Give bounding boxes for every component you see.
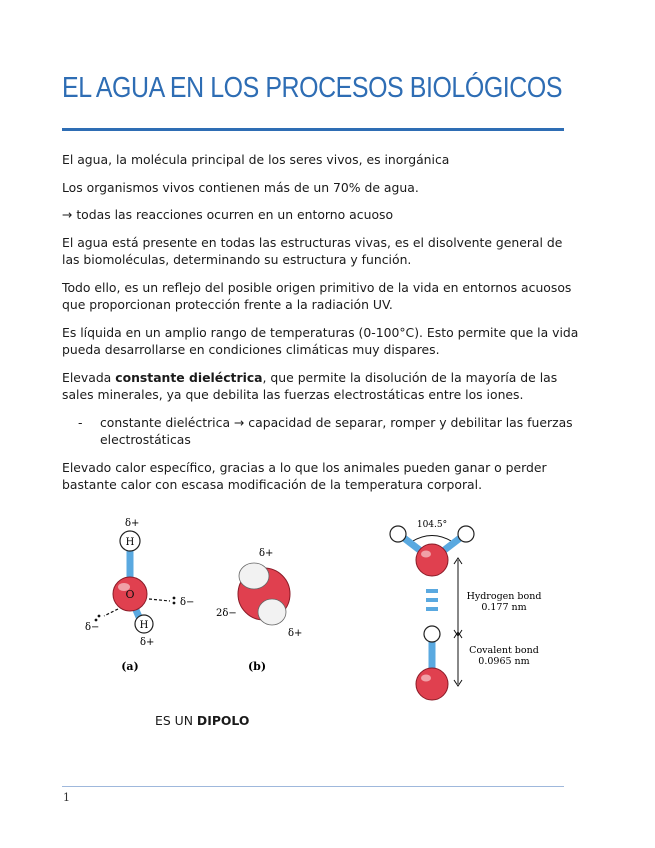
lone-pair-dot <box>173 597 176 600</box>
dielectric-prefix: Elevada <box>62 369 116 385</box>
hydrogen-bond-dash <box>426 607 438 611</box>
caption-b: (b) <box>247 660 267 673</box>
dipole-prefix: ES UN <box>155 713 197 728</box>
lower-oxygen-highlight <box>421 675 431 682</box>
body-text <box>62 151 582 504</box>
hydrogen-label-top: H <box>125 537 135 548</box>
lone-pair-dot <box>173 602 176 605</box>
delta-plus-label-b: δ+ <box>259 548 274 559</box>
footer-rule <box>62 786 564 787</box>
dash-bullet: - <box>78 414 83 430</box>
hydrogen-bond-length: 0.177 nm <box>481 602 527 613</box>
hydrogen-bond-dash <box>426 589 438 593</box>
paragraph-aqueous-reactions: → todas las reacciones ocurren en un entorno acuoso <box>62 207 394 222</box>
delta-minus-right-label: δ− <box>180 597 195 608</box>
lone-pair-dot <box>95 619 98 622</box>
lone-pair-right-dashes <box>149 599 170 601</box>
water-model-b <box>216 548 302 673</box>
hydrogen-bond-diagram <box>390 520 541 700</box>
lone-pair-dot <box>98 615 101 618</box>
hydrogen-sphere-bottom <box>258 599 286 625</box>
paragraph-universal-solvent: El agua está presente en todas las estructuras vivas, es el disolvente general de las biomoléculas, determinando su estructura y función. <box>62 234 563 267</box>
upper-hydrogen-right <box>458 526 474 542</box>
paragraph-water-content: Los organismos vivos contienen más de un 70% de agua. <box>62 179 419 195</box>
caption-a: (a) <box>121 660 139 673</box>
list-item-dielectric <box>62 414 582 449</box>
paragraph-specific-heat: Elevado calor específico, gracias a lo que los animales pueden ganar o perder bastante calor con escasa modificación de la temperatura corporal. <box>62 459 547 492</box>
paragraph-dielectric <box>62 369 582 404</box>
dielectric-suffix: , que permite la disolución de la mayoría de las sales minerales, ya que debilita las fuerzas electrostáticas entre los iones. <box>62 369 558 402</box>
angle-arc <box>411 536 453 543</box>
two-delta-minus-label: 2δ− <box>216 608 237 619</box>
delta-plus-label-b2: δ+ <box>288 628 303 639</box>
angle-label: 104.5° <box>416 520 448 530</box>
lower-oxygen <box>416 668 448 700</box>
dipole-statement <box>155 713 249 728</box>
lone-pair-left-dashes <box>104 609 118 616</box>
page-title: EL AGUA EN LOS PROCESOS BIOLÓGICOS <box>62 72 563 104</box>
upper-oxygen-highlight <box>421 551 431 558</box>
water-model-a <box>85 518 194 673</box>
hydrogen-sphere-top <box>239 563 269 589</box>
lower-hydrogen <box>424 626 440 642</box>
hydrogen-label-bottom: H <box>139 620 149 631</box>
covalent-bond-length: 0.0965 nm <box>478 656 530 667</box>
delta-plus-bottom-label: δ+ <box>140 637 155 648</box>
title-underline <box>62 128 564 131</box>
water-molecule-figure <box>72 512 572 712</box>
list-item-text: constante dieléctrica → capacidad de separar, romper y debilitar las fuerzas electrostáticas <box>100 414 573 447</box>
delta-minus-left-label: δ− <box>85 622 100 633</box>
paragraph-liquid-range: Es líquida en un amplio rango de temperaturas (0-100°C). Esto permite que la vida pueda desarrollarse en condiciones climáticas muy dispares. <box>62 324 579 357</box>
oxygen-label: O <box>125 588 135 601</box>
dielectric-bold-term: constante dieléctrica <box>115 369 263 385</box>
upper-hydrogen-left <box>390 526 406 542</box>
delta-plus-top-label: δ+ <box>125 518 140 529</box>
covalent-bond-label: Covalent bond <box>469 645 539 656</box>
paragraph-inorganic: El agua, la molécula principal de los seres vivos, es inorgánica <box>62 152 450 167</box>
hydrogen-bond-label: Hydrogen bond <box>466 591 542 602</box>
page-number: 1 <box>63 791 70 804</box>
hydrogen-bond-dash <box>426 598 438 602</box>
paragraph-origin-of-life: Todo ello, es un reflejo del posible origen primitivo de la vida en entornos acuosos que proporcionan protección frente a la radiación UV. <box>62 279 572 312</box>
upper-oxygen <box>416 544 448 576</box>
dipole-bold: DIPOLO <box>196 713 250 728</box>
